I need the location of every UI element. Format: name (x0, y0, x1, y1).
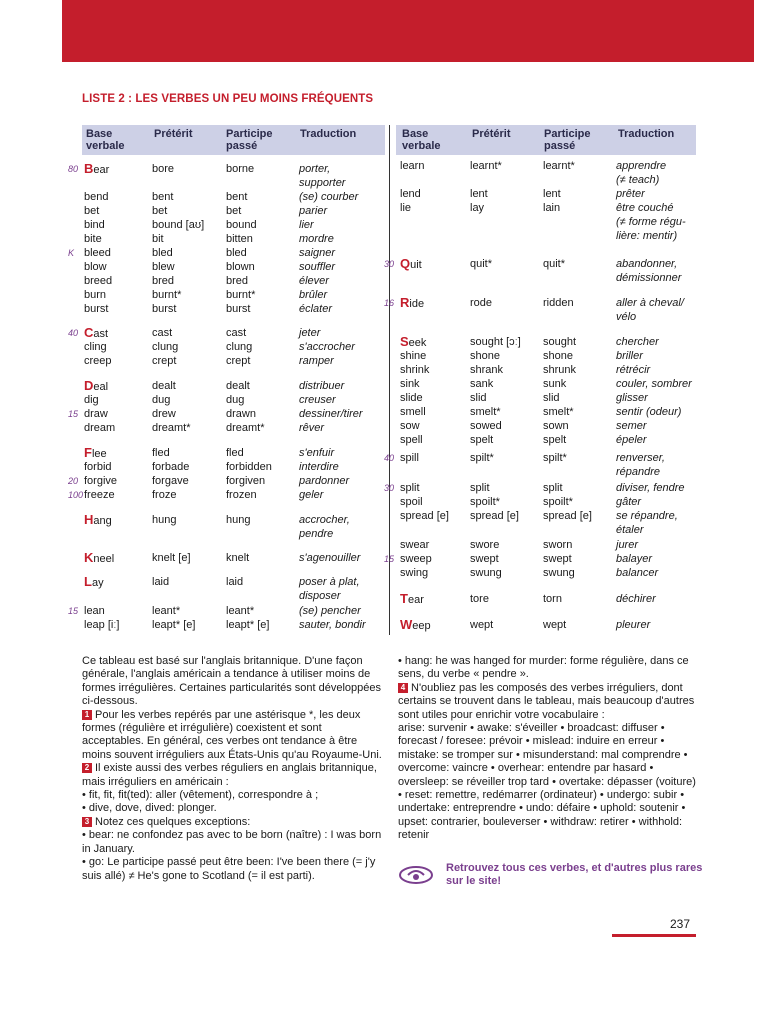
verb-preterit: bred (152, 275, 175, 287)
verb-traduction: balancer (616, 567, 659, 579)
verb-participe: leapt* [e] (226, 619, 270, 631)
verb-preterit: blew (152, 261, 175, 273)
verb-traduction: pleurer (616, 619, 651, 631)
verb-base: creep (84, 355, 112, 367)
header-preterit: Prétérit (472, 128, 511, 140)
verb-base: forgive (84, 475, 118, 487)
verb-traduction-cont: pendre (299, 528, 334, 540)
verb-base: shrink (400, 364, 430, 376)
handwritten-mark: 100 (68, 490, 84, 500)
verb-preterit: clung (152, 341, 179, 353)
verb-traduction-cont: lière: mentir) (616, 230, 678, 242)
verb-base: burst (84, 303, 109, 315)
verb-initial: D (84, 378, 94, 393)
verb-preterit: dreamt* (152, 422, 191, 434)
verb-participe: bent (226, 191, 248, 203)
verb-traduction: épeler (616, 434, 647, 446)
verb-preterit: bet (152, 205, 168, 217)
note-hang: • hang: he was hanged for murder: forme régulière, dans ce sens, du verbe « pendre ». (398, 655, 689, 681)
header-preterit: Prétérit (154, 128, 193, 140)
header-base: Base verbale (402, 128, 441, 152)
verb-base: bind (84, 219, 105, 231)
verb-traduction: lier (299, 219, 314, 231)
verb-preterit: spoilt* (470, 496, 500, 508)
verb-preterit: tore (470, 593, 489, 605)
verb-traduction: jeter (299, 327, 321, 339)
verb-participe: bred (226, 275, 249, 287)
header-traduction: Traduction (618, 128, 675, 140)
verb-traduction-cont: répandre (616, 466, 661, 478)
note-number-4: 4 (398, 683, 408, 693)
verb-participe: laid (226, 576, 244, 588)
verb-preterit: swung (470, 567, 502, 579)
verb-preterit: sowed (470, 420, 502, 432)
verb-base: bleed (84, 247, 111, 259)
verb-initial: C (84, 325, 94, 340)
note-2-item-dive: • dive, dove, dived: plonger. (82, 802, 217, 815)
verb-traduction-cont: étaler (616, 524, 644, 536)
verb-traduction: rétrécir (616, 364, 651, 376)
verb-base (84, 326, 108, 341)
verb-preterit: forgave (152, 475, 189, 487)
handwritten-mark: 20 (68, 476, 79, 486)
verb-preterit: hung (152, 514, 177, 526)
notes-right (398, 655, 696, 843)
note-number-1: 1 (82, 710, 92, 720)
verb-base: swear (400, 539, 430, 551)
verb-preterit: learnt* (470, 160, 502, 172)
verb-base: split (400, 482, 420, 494)
verb-traduction: brûler (299, 289, 328, 301)
verb-preterit: rode (470, 297, 493, 309)
verb-base: draw (84, 408, 108, 420)
verb-rest: ear (93, 164, 110, 176)
verb-initial: F (84, 445, 92, 460)
handwritten-mark: 16 (384, 298, 395, 308)
verb-base: bend (84, 191, 109, 203)
verb-base: bet (84, 205, 100, 217)
verb-participe: bitten (226, 233, 253, 245)
verb-rest: eek (408, 337, 427, 349)
verb-traduction: semer (616, 420, 647, 432)
verb-participe: spread [e] (543, 510, 592, 522)
verb-traduction: (se) pencher (299, 605, 361, 617)
verb-participe: torn (543, 593, 562, 605)
verb-base (400, 618, 431, 633)
handwritten-mark: 15 (384, 554, 395, 564)
verb-participe: cast (226, 327, 247, 339)
verb-participe: bet (226, 205, 242, 217)
handwritten-mark: 30 (384, 483, 395, 493)
note-3-text: Notez ces quelques exceptions: (95, 815, 251, 828)
handwritten-mark: K (68, 248, 75, 258)
verb-traduction-cont: disposer (299, 590, 341, 602)
verb-traduction: s'accrocher (299, 341, 355, 353)
verb-participe: dreamt* (226, 422, 265, 434)
verb-participe: crept (226, 355, 251, 367)
note-number-2: 2 (82, 763, 92, 773)
verb-traduction: abandonner, (616, 258, 678, 270)
verb-participe: dealt (226, 380, 250, 392)
verb-base (400, 257, 422, 272)
top-color-band (62, 0, 754, 62)
verb-preterit: shone (470, 350, 500, 362)
verb-preterit: wept (470, 619, 494, 631)
verb-traduction: pardonner (299, 475, 350, 487)
verb-preterit: spread [e] (470, 510, 519, 522)
handwritten-mark: 40 (68, 328, 79, 338)
list-title: LISTE 2 : LES VERBES UN PEU MOINS FRÉQUENTS (82, 93, 374, 105)
note-2-item-fit: • fit, fit, fit(ted): aller (vêtement), correspondre à ; (82, 789, 319, 802)
verb-preterit: slid (470, 392, 487, 404)
website-link-text[interactable]: Retrouvez tous ces verbes, et d'autres plus rares sur le site! (446, 862, 703, 887)
verb-preterit: sought [ɔː] (470, 336, 521, 348)
verb-base: freeze (84, 489, 115, 501)
verb-rest: neel (93, 553, 115, 565)
verb-participe: split (543, 482, 563, 494)
verb-preterit: swept (470, 553, 499, 565)
intro-text: Ce tableau est basé sur l'anglais britannique. D'une façon générale, l'anglais américain a tendance à utiliser moins de formes irrégulières. Certaines particularités sont développées ci-dessous. (82, 655, 381, 708)
verb-traduction: sauter, bondir (299, 619, 366, 631)
verb-traduction: creuser (299, 394, 336, 406)
verb-rest: uit (410, 259, 422, 271)
left-table-header (82, 125, 385, 155)
verb-traduction: balayer (616, 553, 653, 565)
verb-traduction: briller (616, 350, 643, 362)
verb-preterit: burnt* (152, 289, 182, 301)
verb-rest: ay (91, 577, 104, 589)
verb-participe: sunk (543, 378, 567, 390)
verb-base: swing (400, 567, 429, 579)
verb-preterit: crept (152, 355, 177, 367)
verb-traduction: poser à plat, (299, 576, 360, 588)
verb-preterit: knelt [e] (152, 552, 191, 564)
verb-base: leap [iː] (84, 619, 120, 631)
header-participe: Participe passé (226, 128, 273, 152)
verb-rest: eep (412, 620, 431, 632)
compound-verbs-list: arise: survenir • awake: s'éveiller • broadcast: diffuser • forecast / foresee: prévoir • mislead: induire en erreur • mistake: se tromper sur • misunderstand: mal comprendre • overcome: vaincre • overhear: entendre par hasard • oversleep: se réveiller trop tard • overtake: dépasser (voiture) • reset: remettre, redémarrer (ordinateur) • undergo: subir • undertake: entreprendre • undo: défaire • uphold: soutenir • upset: contrarier, bouleverser • withdraw: retirer • withhold: retenir (398, 722, 696, 842)
verb-initial: S (400, 334, 409, 349)
verb-initial: T (400, 591, 408, 606)
verb-traduction-cont: (≠ forme régu- (616, 216, 686, 228)
verb-base (84, 446, 107, 461)
verb-participe: swept (543, 553, 572, 565)
verb-preterit: sank (470, 378, 494, 390)
verb-traduction: gâter (616, 496, 642, 508)
verb-base (84, 551, 114, 566)
verb-rest: ast (93, 328, 109, 340)
verb-preterit: lent (470, 188, 488, 200)
verb-participe: ridden (543, 297, 574, 309)
verb-participe: lain (543, 202, 561, 214)
verb-base: bite (84, 233, 102, 245)
verb-participe: lent (543, 188, 561, 200)
verb-traduction-cont: vélo (616, 311, 637, 323)
verb-participe: sown (543, 420, 569, 432)
verb-preterit: shrank (470, 364, 504, 376)
verb-traduction: renverser, (616, 452, 665, 464)
verb-traduction: être couché (616, 202, 674, 214)
page-number-rule (612, 934, 696, 937)
page-number: 237 (670, 917, 691, 931)
verb-base (84, 379, 108, 394)
handwritten-mark: 80 (68, 164, 79, 174)
handwritten-mark: 30 (384, 259, 395, 269)
verb-base: spoil (400, 496, 423, 508)
verb-preterit: laid (152, 576, 170, 588)
verb-base: lie (400, 202, 412, 214)
verb-participe: bound (226, 219, 257, 231)
verb-base (84, 575, 104, 590)
verb-traduction: porter, (299, 163, 331, 175)
verb-preterit: bore (152, 163, 175, 175)
verb-base (400, 296, 424, 311)
verb-preterit: dealt (152, 380, 176, 392)
header-base: Base verbale (86, 128, 125, 152)
verb-participe: spilt* (543, 452, 567, 464)
verb-traduction: souffler (299, 261, 336, 273)
verb-rest: ide (409, 298, 425, 310)
verb-traduction: interdire (299, 461, 339, 473)
verb-participe: burst (226, 303, 251, 315)
note-1-text: Pour les verbes repérés par une astérisque *, les deux formes (régulière et irrégulière) coexistent et sont acceptables. En général, ces verbes ont tendance à être moins souvent irréguliers aux États-Unis qu'au Royaume-Uni. (82, 708, 382, 761)
verb-traduction: ramper (299, 355, 334, 367)
verb-preterit: swore (470, 539, 500, 551)
verb-base: burn (84, 289, 107, 301)
verb-preterit: fled (152, 447, 170, 459)
verb-participe: shrunk (543, 364, 577, 376)
right-table-header (396, 125, 696, 155)
verb-base: cling (84, 341, 107, 353)
verb-base: learn (400, 160, 425, 172)
verb-rest: lee (91, 448, 107, 460)
verb-traduction: parier (299, 205, 328, 217)
verb-preterit: lay (470, 202, 485, 214)
verb-participe: sworn (543, 539, 573, 551)
verb-initial: K (84, 550, 94, 565)
verb-base: sow (400, 420, 420, 432)
verb-participe: knelt (226, 552, 250, 564)
verb-traduction: saigner (299, 247, 336, 259)
header-traduction: Traduction (300, 128, 357, 140)
verb-participe: blown (226, 261, 255, 273)
verb-base: sink (400, 378, 420, 390)
verb-traduction: aller à cheval/ (616, 297, 684, 309)
verb-traduction: sentir (odeur) (616, 406, 682, 418)
verb-traduction: couler, sombrer (616, 378, 692, 390)
verb-base: sweep (400, 553, 432, 565)
verb-traduction-cont: supporter (299, 177, 346, 189)
verb-participe: slid (543, 392, 560, 404)
verb-traduction: se répandre, (616, 510, 678, 522)
verb-traduction: geler (299, 489, 324, 501)
website-icon (398, 864, 434, 886)
verb-initial: L (84, 574, 92, 589)
verb-preterit: bled (152, 247, 173, 259)
handwritten-mark: 15 (68, 606, 79, 616)
verb-traduction: apprendre (616, 160, 667, 172)
verb-participe: bled (226, 247, 247, 259)
verb-traduction: diviser, fendre (616, 482, 685, 494)
verb-preterit: bound [aʊ] (152, 219, 205, 231)
verb-participe: swung (543, 567, 575, 579)
verb-participe: forbidden (226, 461, 272, 473)
verb-traduction: élever (299, 275, 329, 287)
verb-preterit: forbade (152, 461, 190, 473)
header-participe: Participe passé (544, 128, 591, 152)
verb-participe: dug (226, 394, 245, 406)
verb-base: slide (400, 392, 423, 404)
handwritten-mark: 15 (68, 409, 79, 419)
verb-base: smell (400, 406, 426, 418)
verb-preterit: quit* (470, 258, 493, 270)
verb-preterit: bit (152, 233, 164, 245)
verb-traduction: chercher (616, 336, 659, 348)
verb-participe: forgiven (226, 475, 266, 487)
verb-traduction: éclater (299, 303, 333, 315)
verb-preterit: cast (152, 327, 173, 339)
verb-traduction: s'agenouiller (299, 552, 361, 564)
verb-base: blow (84, 261, 107, 273)
verb-preterit: spilt* (470, 452, 494, 464)
verb-base (400, 335, 426, 350)
verb-participe: wept (543, 619, 567, 631)
verb-initial: Q (400, 256, 411, 271)
verb-rest: eal (93, 381, 109, 393)
verb-initial: B (84, 161, 94, 176)
verb-participe: fled (226, 447, 244, 459)
verb-base (84, 162, 109, 177)
verb-base: shine (400, 350, 427, 362)
verb-participe: burnt* (226, 289, 256, 301)
notes-left (82, 655, 382, 883)
handwritten-mark: 40 (384, 453, 395, 463)
verb-base: lend (400, 188, 421, 200)
verb-rest: ear (407, 594, 424, 606)
verb-preterit: drew (152, 408, 176, 420)
note-3-go: • go: Le participe passé peut être been: I've been there (= j'y suis allé) ≠ He's gone to Scotland (= il est parti). (82, 856, 376, 882)
verb-participe: borne (226, 163, 255, 175)
verb-participe: smelt* (543, 406, 574, 418)
verb-participe: spoilt* (543, 496, 573, 508)
verb-preterit: froze (152, 489, 177, 501)
verb-traduction: glisser (616, 392, 648, 404)
verb-traduction: (se) courber (299, 191, 359, 203)
verb-preterit: split (470, 482, 490, 494)
verb-base: spread [e] (400, 510, 449, 522)
verb-traduction: accrocher, (299, 514, 350, 526)
verb-initial: R (400, 295, 410, 310)
verb-traduction: s'enfuir (299, 447, 335, 459)
verb-preterit: leant* (152, 605, 181, 617)
verb-traduction: prêter (616, 188, 645, 200)
verb-participe: quit* (543, 258, 566, 270)
verb-participe: sought (543, 336, 577, 348)
verb-base: spill (400, 452, 419, 464)
verb-participe: hung (226, 514, 251, 526)
verb-base: dig (84, 394, 99, 406)
verb-base: breed (84, 275, 113, 287)
verb-initial: H (84, 512, 94, 527)
verb-participe: shone (543, 350, 573, 362)
verb-base: forbid (84, 461, 112, 473)
verb-traduction: dessiner/tirer (299, 408, 363, 420)
note-4-text: N'oubliez pas les composés des verbes irréguliers, dont certains se trouvent dans le tableau, mais beaucoup d'autres sont utiles pour enrichir votre vocabulaire : (398, 681, 695, 721)
verb-participe: frozen (226, 489, 257, 501)
verb-base: lean (84, 605, 105, 617)
verb-preterit: spelt (470, 434, 494, 446)
note-3-bear: • bear: ne confondez pas avec to be born (naître) : I was born in January. (82, 829, 382, 855)
verb-participe: spelt (543, 434, 567, 446)
verb-preterit: dug (152, 394, 171, 406)
verb-preterit: smelt* (470, 406, 501, 418)
verb-participe: clung (226, 341, 253, 353)
verb-traduction-cont: démissionner (616, 272, 682, 284)
verb-base: spell (400, 434, 423, 446)
verb-traduction-cont: (≠ teach) (616, 174, 660, 186)
verb-base (400, 592, 424, 607)
verb-traduction: mordre (299, 233, 334, 245)
verb-participe: learnt* (543, 160, 575, 172)
verb-rest: ang (93, 515, 112, 527)
verb-base: dream (84, 422, 116, 434)
verb-preterit: leapt* [e] (152, 619, 196, 631)
verb-traduction: jurer (616, 539, 639, 551)
verb-preterit: bent (152, 191, 174, 203)
verb-participe: drawn (226, 408, 256, 420)
verb-traduction: déchirer (616, 593, 656, 605)
verb-participe: leant* (226, 605, 255, 617)
note-number-3: 3 (82, 817, 92, 827)
verb-base (84, 513, 112, 528)
note-2-text: Il existe aussi des verbes réguliers en anglais britannique, mais irréguliers en américain : (82, 762, 377, 788)
verb-traduction: rêver (299, 422, 325, 434)
verb-preterit: burst (152, 303, 177, 315)
verb-traduction: distribuer (299, 380, 345, 392)
verb-initial: W (400, 617, 413, 632)
